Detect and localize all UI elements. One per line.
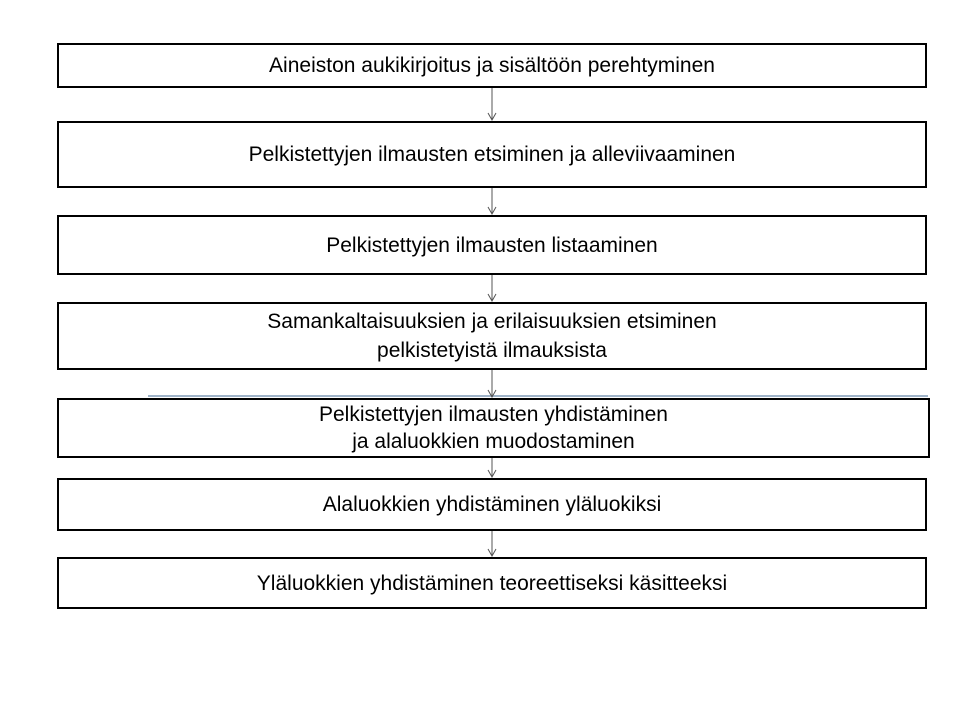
arrow-3-4 [488,275,496,301]
step-2-text: Pelkistettyjen ilmausten etsiminen ja alleviivaaminen [248,143,736,166]
arrow-4-5 [488,370,496,397]
step-5-text-line-1: Pelkistettyjen ilmausten yhdistäminen [318,403,668,426]
step-2-box [57,121,927,188]
divider-line [148,395,928,397]
step-5-text-line-2: ja alaluokkien muodostaminen [352,430,635,453]
step-5-box [57,398,930,458]
step-7-box [57,557,927,609]
step-3-text: Pelkistettyjen ilmausten listaaminen [326,233,658,257]
arrow-5-6 [488,458,496,477]
step-6-box [57,478,927,531]
arrow-1-2 [488,88,496,120]
step-7-text: Yläluokkien yhdistäminen teoreettiseksi käsitteeksi [256,571,728,595]
step-4-text-line-2: pelkistetyistä ilmauksista [377,339,607,362]
arrow-2-3 [488,188,496,214]
step-1-text: Aineiston aukikirjoitus ja sisältöön perehtyminen [269,54,715,77]
step-1-box [57,43,927,88]
step-6-text: Alaluokkien yhdistäminen yläluokiksi [322,493,662,516]
step-4-text-line-1: Samankaltaisuuksien ja erilaisuuksien etsiminen [267,310,717,333]
arrow-6-7 [488,531,496,556]
step-3-box [57,215,927,275]
step-4-box [57,302,927,370]
